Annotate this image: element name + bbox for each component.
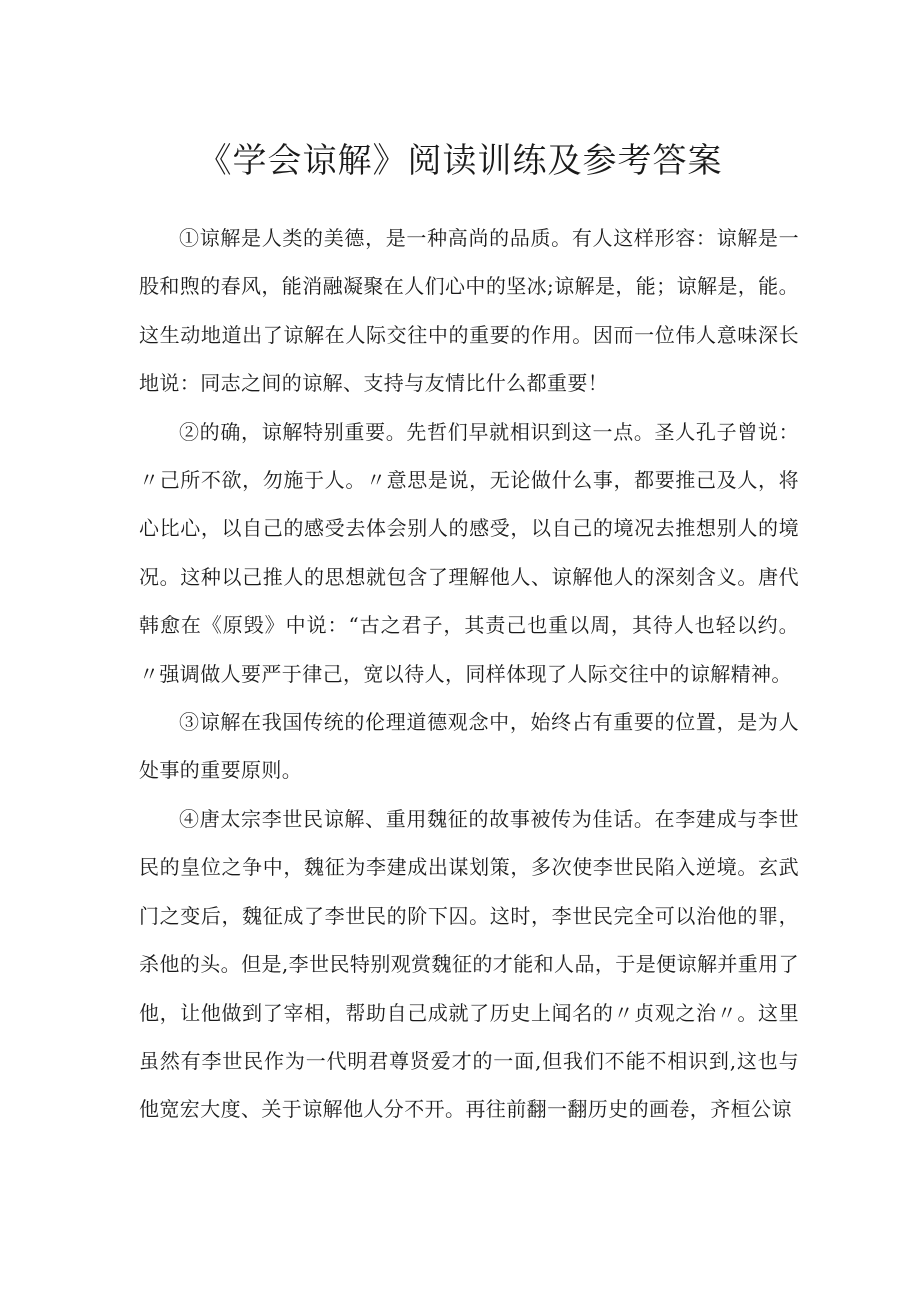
paragraph-2: ②的确，谅解特别重要。先哲们早就相识到这一点。圣人孔子曾说：〃己所不欲，勿施于人。〃意思是说，无论做什么事，都要推己及人，将心比心，以自己的感受去体会别人的感受，以自己的境况去推想别人的境况。这种以己推人的思想就包含了理解他人、谅解他人的深刻含义。唐代韩愈在《原毁》中说：“古之君子，其责己也重以周，其待人也轻以约。〃强调做人要严于律己，宽以待人，同样体现了人际交往中的谅解精神。 [139,419,799,686]
document-body [139,214,799,1134]
paragraph-4: ④唐太宗李世民谅解、重用魏征的故事被传为佳话。在李建成与李世民的皇位之争中，魏征为李建成出谋划策，多次使李世民陷入逆境。玄武门之变后，魏征成了李世民的阶下囚。这时，李世民完全可以治他的罪，杀他的头。但是,李世民特别观赏魏征的才能和人品，于是便谅解并重用了他，让他做到了宰相，帮助自己成就了历史上闻名的〃贞观之治〃。这里虽然有李世民作为一代明君尊贤爱才的一面,但我们不能不相识到,这也与他宽宏大度、关于谅解他人分不开。再往前翻一翻历史的画卷，齐桓公谅 [139,806,799,1122]
paragraph-3: ③谅解在我国传统的伦理道德观念中，始终占有重要的位置，是为人处事的重要原则。 [139,710,799,783]
paragraph-1: ①谅解是人类的美德，是一种高尚的品质。有人这样形容：谅解是一股和煦的春风，能消融凝聚在人们心中的坚冰;谅解是，能；谅解是，能。这生动地道出了谅解在人际交往中的重要的作用。因而一位伟人意味深长地说：同志之间的谅解、支持与友情比什么都重要！ [139,226,799,396]
document-title: 《学会谅解》阅读训练及参考答案 [197,141,723,181]
